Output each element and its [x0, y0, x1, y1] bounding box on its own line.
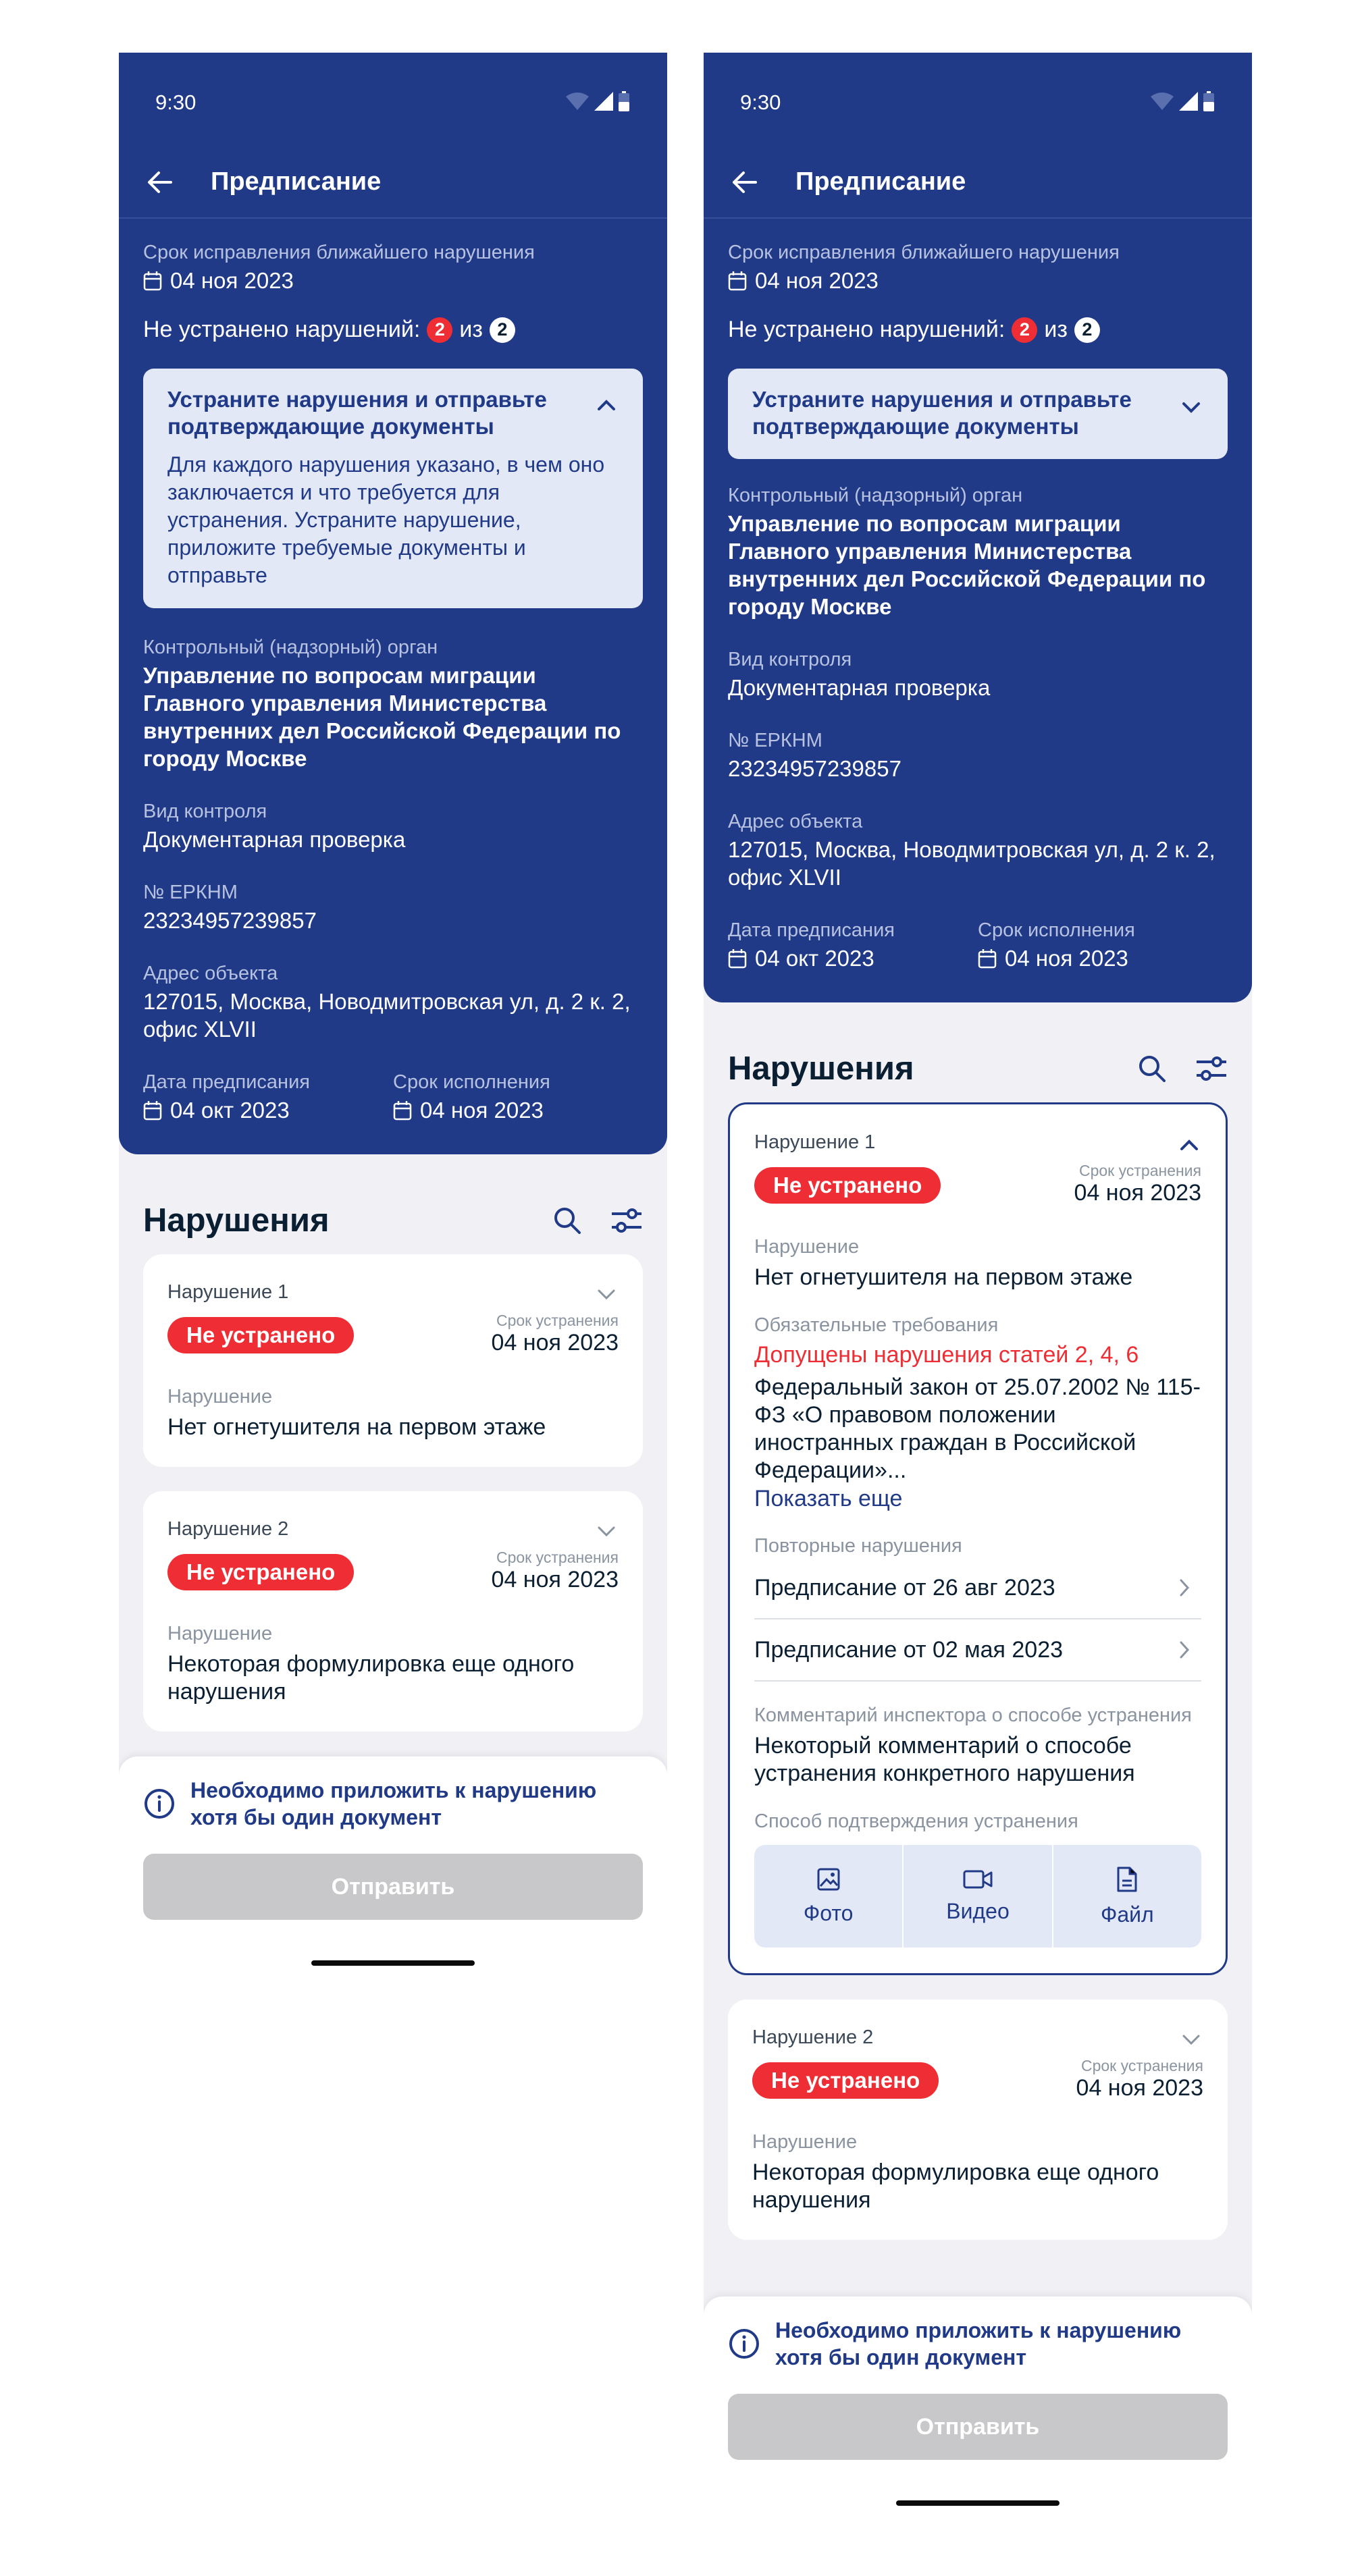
- calendar-icon: [728, 948, 747, 969]
- status-badge: Не устранено: [167, 1554, 354, 1590]
- execution-date-value: 04 ноя 2023: [420, 1098, 544, 1123]
- nearest-deadline-value: 04 ноя 2023: [755, 268, 879, 293]
- proof-label: Способ подтверждения устранения: [754, 1810, 1078, 1832]
- unresolved-badge: 2: [1012, 317, 1037, 343]
- status-bar: [704, 53, 1252, 151]
- status-bar: [119, 53, 667, 151]
- dates-row: [143, 1071, 643, 1154]
- violations-header: [728, 1035, 1228, 1102]
- video-label: Видео: [946, 1898, 1010, 1923]
- chevron-up-icon[interactable]: [594, 393, 619, 417]
- page-title: Предписание: [211, 167, 382, 196]
- violation-text: Некоторая формулировка еще одного нарушения: [752, 2159, 1159, 2213]
- violation-label: Нарушение: [752, 2131, 858, 2153]
- requirements-text: Федеральный закон от 25.07.2002 № 115-ФЗ «О правовом положении иностранных граждан в Российской Федерации»...: [754, 1374, 1201, 1483]
- nearest-deadline-label: Срок исправления ближайшего нарушения: [143, 242, 535, 263]
- authority-label: Контрольный (надзорный) орган: [143, 637, 438, 658]
- address-label: Адрес объекта: [728, 811, 863, 832]
- violation-1-title: Нарушение 1: [754, 1131, 876, 1153]
- repeat-item-label: Предписание от 02 мая 2023: [754, 1636, 1064, 1663]
- signal-icon: [1179, 92, 1198, 111]
- home-indicator: [311, 1960, 475, 1966]
- screen-expanded: [704, 53, 1252, 2510]
- authority-value: Управление по вопросам миграции Главного управления Министерства внутренних дел Российской Федерации по городу Москве: [143, 663, 621, 771]
- violation-label: Нарушение: [167, 1386, 273, 1407]
- notice-text: Необходимо приложить к нарушению хотя бы один документ: [190, 1778, 597, 1829]
- control-type-label: Вид контроля: [728, 649, 852, 670]
- execution-date-value: 04 ноя 2023: [1005, 946, 1128, 971]
- address-value: 127015, Москва, Новодмитровская ул, д. 2 к. 2, офис XLVII: [143, 989, 631, 1042]
- order-date: [728, 946, 978, 971]
- photo-button[interactable]: [754, 1845, 904, 1948]
- erknm-field: [728, 730, 1228, 782]
- status-badge: Не устранено: [167, 1317, 354, 1353]
- violation-card-2[interactable]: [728, 2000, 1228, 2240]
- deadline-value: 04 ноя 2023: [491, 1567, 619, 1592]
- execution-date-field: [393, 1071, 643, 1123]
- nearest-deadline: [143, 268, 643, 294]
- order-date-label: Дата предписания: [143, 1071, 310, 1093]
- calendar-icon: [143, 1100, 162, 1121]
- wifi-icon: [1151, 92, 1174, 110]
- image-icon: [816, 1867, 841, 1891]
- violation-text: Нет огнетушителя на первом этаже: [754, 1264, 1133, 1290]
- status-icons: [1151, 90, 1214, 112]
- unresolved-count: [728, 317, 1228, 343]
- requirements-violated: Допущены нарушения статей 2, 4, 6: [754, 1342, 1139, 1368]
- violation-2-status-row: [167, 1549, 619, 1609]
- violation-2-deadline: [1076, 2057, 1203, 2101]
- notice: [143, 1777, 643, 1831]
- signal-icon: [594, 92, 613, 111]
- authority-field: [143, 637, 643, 772]
- bottom-sheet: [119, 1756, 667, 2010]
- violation-text: Некоторая формулировка еще одного нарушения: [167, 1651, 575, 1705]
- repeat-item-1[interactable]: [754, 1557, 1201, 1619]
- status-badge: Не устранено: [752, 2062, 939, 2099]
- order-date-value: 04 окт 2023: [755, 946, 874, 971]
- instructions-body: Для каждого нарушения указано, в чем оно заключается и что требуется для устранения. Устраните нарушение, приложите требуемые документы и отправьте: [167, 452, 605, 587]
- calendar-icon: [728, 271, 747, 291]
- calendar-icon: [393, 1100, 412, 1121]
- requirements-label: Обязательные требования: [754, 1314, 999, 1336]
- dates-row: [728, 919, 1228, 1002]
- address-field: [143, 963, 643, 1043]
- deadline-label: Срок устранения: [1080, 2057, 1203, 2074]
- app-bar: [119, 151, 667, 219]
- violation-card-2[interactable]: [143, 1491, 643, 1732]
- control-type-value: Документарная проверка: [143, 827, 406, 852]
- search-icon[interactable]: [551, 1204, 583, 1237]
- info-icon: [143, 1788, 176, 1820]
- info-icon: [728, 2328, 760, 2360]
- deadline-label: Срок устранения: [496, 1549, 619, 1566]
- back-arrow-icon: [731, 171, 757, 194]
- video-button[interactable]: [904, 1845, 1053, 1948]
- chevron-right-icon: [1174, 1640, 1195, 1660]
- header-panel: [119, 53, 667, 1154]
- wifi-icon: [566, 92, 589, 110]
- unresolved-count: [143, 317, 643, 343]
- violations-title: Нарушения: [143, 1202, 330, 1239]
- chevron-down-icon[interactable]: [1179, 396, 1203, 420]
- control-type-field: [728, 649, 1228, 701]
- execution-date-label: Срок исполнения: [393, 1071, 550, 1093]
- violation-label: Нарушение: [167, 1623, 273, 1644]
- back-button[interactable]: [142, 165, 177, 200]
- address-field: [728, 811, 1228, 891]
- nearest-deadline: [728, 268, 1228, 294]
- total-badge: 2: [490, 317, 515, 343]
- send-button[interactable]: Отправить: [143, 1854, 643, 1920]
- order-date-label: Дата предписания: [728, 919, 895, 941]
- instructions-panel[interactable]: [143, 369, 643, 608]
- status-time: 9:30: [155, 90, 197, 114]
- authority-label: Контрольный (надзорный) орган: [728, 485, 1023, 506]
- authority-field: [728, 485, 1228, 620]
- status-badge: Не устранено: [754, 1167, 941, 1204]
- violations-title: Нарушения: [728, 1050, 914, 1087]
- nearest-deadline-label: Срок исправления ближайшего нарушения: [728, 242, 1120, 263]
- screen-collapsed: [119, 53, 667, 2010]
- erknm-value: 23234957239857: [143, 908, 317, 933]
- home-indicator: [896, 2500, 1060, 2506]
- back-button[interactable]: [727, 165, 762, 200]
- photo-label: Фото: [803, 1900, 854, 1925]
- address-value: 127015, Москва, Новодмитровская ул, д. 2 к. 2, офис XLVII: [728, 837, 1215, 890]
- filter-icon[interactable]: [1195, 1052, 1228, 1085]
- violation-1-deadline: [492, 1312, 619, 1356]
- show-more-link[interactable]: Показать еще: [754, 1486, 903, 1511]
- calendar-icon: [143, 271, 162, 291]
- back-arrow-icon: [147, 171, 172, 194]
- battery-icon: [619, 91, 629, 111]
- order-date-value: 04 окт 2023: [170, 1098, 290, 1123]
- violation-2-deadline: [492, 1549, 619, 1593]
- deadline-value: 04 ноя 2023: [491, 1330, 619, 1356]
- deadline-label: Срок устранения: [496, 1312, 619, 1329]
- violation-2-status-row: [752, 2057, 1203, 2118]
- unresolved-label: Не устранено нарушений:: [728, 317, 1005, 342]
- chevron-down-icon[interactable]: [594, 1283, 619, 1307]
- order-details: [119, 219, 667, 1154]
- repeat-item-label: Предписание от 26 авг 2023: [754, 1574, 1055, 1601]
- unresolved-of: из: [1044, 317, 1068, 342]
- battery-icon: [1203, 91, 1214, 111]
- erknm-label: № ЕРКНМ: [728, 730, 822, 751]
- file-label: Файл: [1100, 1902, 1154, 1927]
- violations-header: [143, 1187, 643, 1254]
- unresolved-badge: 2: [427, 317, 452, 343]
- filter-icon[interactable]: [610, 1204, 643, 1237]
- erknm-value: 23234957239857: [728, 756, 901, 781]
- status-icons: [566, 90, 629, 112]
- violations-actions: [1136, 1052, 1228, 1085]
- nearest-deadline-value: 04 ноя 2023: [170, 268, 294, 293]
- send-button[interactable]: Отправить: [728, 2394, 1228, 2460]
- execution-date-field: [978, 919, 1228, 971]
- deadline-value: 04 ноя 2023: [1076, 2075, 1203, 2101]
- instructions-title: Устраните нарушения и отправьте подтверждающие документы: [752, 387, 1132, 439]
- erknm-label: № ЕРКНМ: [143, 882, 238, 903]
- status-time: 9:30: [740, 90, 781, 114]
- notice: [728, 2317, 1228, 2371]
- repeat-item-2[interactable]: [754, 1619, 1201, 1682]
- erknm-field: [143, 882, 643, 934]
- file-button[interactable]: [1053, 1845, 1201, 1948]
- search-icon[interactable]: [1136, 1052, 1168, 1085]
- chevron-right-icon: [1174, 1578, 1195, 1598]
- deadline-label: Срок устранения: [1078, 1162, 1201, 1179]
- order-date-field: [728, 919, 978, 971]
- calendar-icon: [978, 948, 997, 969]
- violation-2-title: Нарушение 2: [752, 2027, 874, 2048]
- order-date: [143, 1098, 393, 1123]
- control-type-value: Документарная проверка: [728, 675, 991, 700]
- order-details: [704, 219, 1252, 1002]
- total-badge: 2: [1074, 317, 1100, 343]
- violations-actions: [551, 1204, 643, 1237]
- violation-label: Нарушение: [754, 1236, 860, 1258]
- violation-2-title: Нарушение 2: [167, 1518, 289, 1540]
- control-type-field: [143, 801, 643, 853]
- violation-1-status-row: [167, 1312, 619, 1372]
- violation-1-title: Нарушение 1: [167, 1281, 289, 1303]
- unresolved-label: Не устранено нарушений:: [143, 317, 421, 342]
- violation-1-status-row: [754, 1162, 1201, 1223]
- video-icon: [963, 1869, 993, 1889]
- authority-value: Управление по вопросам миграции Главного управления Министерства внутренних дел Российской Федерации по городу Москве: [728, 511, 1206, 619]
- repeat-label: Повторные нарушения: [754, 1535, 962, 1557]
- execution-date: [393, 1098, 643, 1123]
- violation-1-deadline: [1074, 1162, 1201, 1206]
- proof-options: [754, 1845, 1201, 1948]
- app-bar: [704, 151, 1252, 219]
- chevron-down-icon[interactable]: [1179, 2028, 1203, 2052]
- instructions-panel[interactable]: [728, 369, 1228, 459]
- bottom-sheet: [704, 2297, 1252, 2510]
- header-panel: [704, 53, 1252, 1002]
- chevron-down-icon[interactable]: [594, 1520, 619, 1544]
- chevron-up-icon[interactable]: [1177, 1133, 1201, 1157]
- violation-card-1[interactable]: [143, 1254, 643, 1467]
- violation-text: Нет огнетушителя на первом этаже: [167, 1414, 546, 1440]
- execution-date-label: Срок исполнения: [978, 919, 1135, 941]
- address-label: Адрес объекта: [143, 963, 278, 984]
- comment-text: Некоторый комментарий о способе устранения конкретного нарушения: [754, 1733, 1135, 1786]
- file-icon: [1116, 1866, 1138, 1893]
- execution-date: [978, 946, 1228, 971]
- comment-label: Комментарий инспектора о способе устранения: [754, 1705, 1192, 1726]
- violation-card-1-expanded[interactable]: [728, 1102, 1228, 1975]
- page-title: Предписание: [795, 167, 966, 196]
- instructions-title: Устраните нарушения и отправьте подтверждающие документы: [167, 387, 547, 439]
- unresolved-of: из: [459, 317, 483, 342]
- deadline-value: 04 ноя 2023: [1074, 1180, 1201, 1206]
- order-date-field: [143, 1071, 393, 1123]
- control-type-label: Вид контроля: [143, 801, 267, 822]
- notice-text: Необходимо приложить к нарушению хотя бы один документ: [775, 2318, 1182, 2369]
